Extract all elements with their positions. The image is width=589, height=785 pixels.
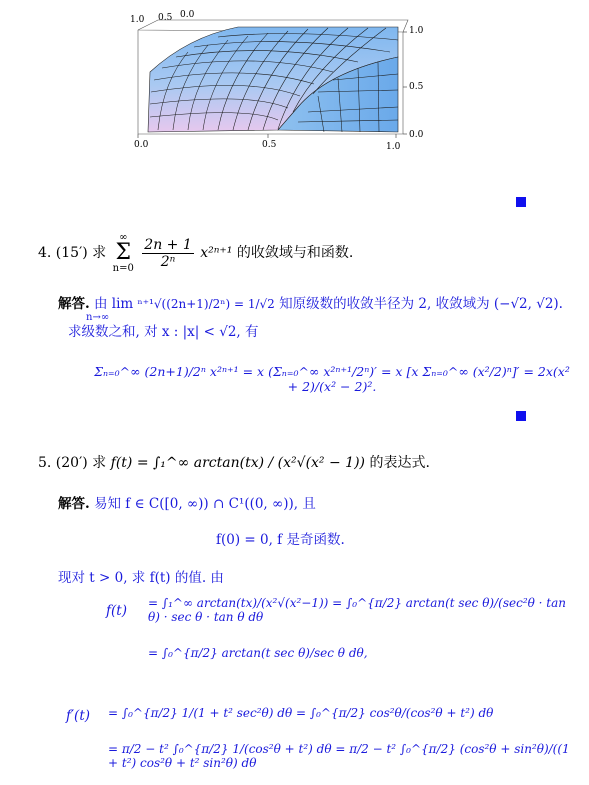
- eq3-rhs: = ∫₀^{π/2} 1/(1 + t² sec²θ) dθ = ∫₀^{π/2} cos²θ/(cos²θ + t²) dθ: [108, 706, 494, 720]
- answer-4-line-1: [58, 292, 563, 312]
- tick-bottom-3: 1.0: [386, 142, 401, 152]
- answer-4-root-expr: ⁿ⁺¹√((2n+1)/2ⁿ) = 1/√2: [137, 297, 275, 311]
- tick-bottom-2: 0.5: [262, 140, 277, 150]
- eq1-rhs: = ∫₁^∞ arctan(tx)/(x²√(x²−1)) = ∫₀^{π/2} arctan(t sec θ)/(sec²θ · tan θ) · sec θ · tan θ dθ: [148, 596, 567, 624]
- tick-top-3: 0.0: [180, 10, 195, 20]
- answer-5-line-2: f(0) = 0, f 是奇函数.: [216, 532, 345, 548]
- answer-4-lim-sub: n→∞: [86, 312, 110, 323]
- tick-top-1: 1.0: [130, 15, 145, 25]
- problem-5-suffix: 的表达式.: [369, 455, 430, 471]
- eq2-rhs: = ∫₀^{π/2} arctan(t sec θ)/sec θ dθ,: [148, 646, 368, 660]
- eq4-rhs: = π/2 − t² ∫₀^{π/2} 1/(cos²θ + t²) dθ = π/2 − t² ∫₀^{π/2} (cos²θ + sin²θ)/((1 + t²) cos²θ + t² sin²θ) dθ: [108, 742, 570, 770]
- surface-plot: [128, 10, 424, 162]
- answer-5-label: 解答.: [58, 496, 90, 512]
- answer-4-line-2: 求级数之和, 对 x : |x| < √2, 有: [68, 324, 259, 340]
- problem-5-label: 5. (20′) 求: [38, 455, 107, 471]
- problem-5: [38, 452, 430, 472]
- tick-right-2: 0.5: [409, 82, 424, 92]
- qed-square-2: [516, 411, 526, 421]
- problem-4-label: 4. (15′) 求: [38, 245, 107, 261]
- eq3-lhs: f′(t): [66, 708, 91, 724]
- tick-right-1: 1.0: [409, 26, 424, 36]
- problem-4-power: x²ⁿ⁺¹: [200, 245, 233, 261]
- eq1-lhs: f(t): [106, 603, 127, 619]
- problem-4-fraction: $\frac{2n + 1}{\text{2ⁿ}}$: [144, 236, 192, 270]
- problem-4-sum: ∞ Σ n=0: [112, 232, 134, 274]
- answer-4-equation: Σₙ₌₀^∞ (2n+1)/2ⁿ x²ⁿ⁺¹ = x (Σₙ₌₀^∞ x²ⁿ⁺¹/2ⁿ)′ = x [x Σₙ₌₀^∞ (x²/2)ⁿ]′ = 2x(x² + 2)/(x² − 2)².: [94, 364, 570, 394]
- answer-4-lim: 由 lim: [94, 296, 134, 312]
- answer-5-continuity: 易知 f ∈ C([0, ∞)) ∩ C¹((0, ∞)), 且: [94, 496, 316, 512]
- problem-4-suffix: 的收敛域与和函数.: [236, 245, 354, 261]
- answer-5-line-3: 现对 t > 0, 求 f(t) 的值. 由: [58, 570, 224, 586]
- answer-4-label: 解答.: [58, 296, 90, 312]
- problem-5-expr: f(t) = ∫₁^∞ arctan(tx) / (x²√(x² − 1)): [110, 455, 366, 471]
- answer-5-line-1: [58, 492, 316, 512]
- answer-4-radius-text: 知原级数的收敛半径为 2, 收敛域为 (−√2, √2).: [279, 296, 563, 312]
- qed-square-1: [516, 197, 526, 207]
- tick-bottom-1: 0.0: [134, 140, 149, 150]
- problem-4: [38, 232, 353, 274]
- tick-right-3: 0.0: [409, 130, 424, 140]
- tick-top-2: 0.5: [158, 13, 173, 23]
